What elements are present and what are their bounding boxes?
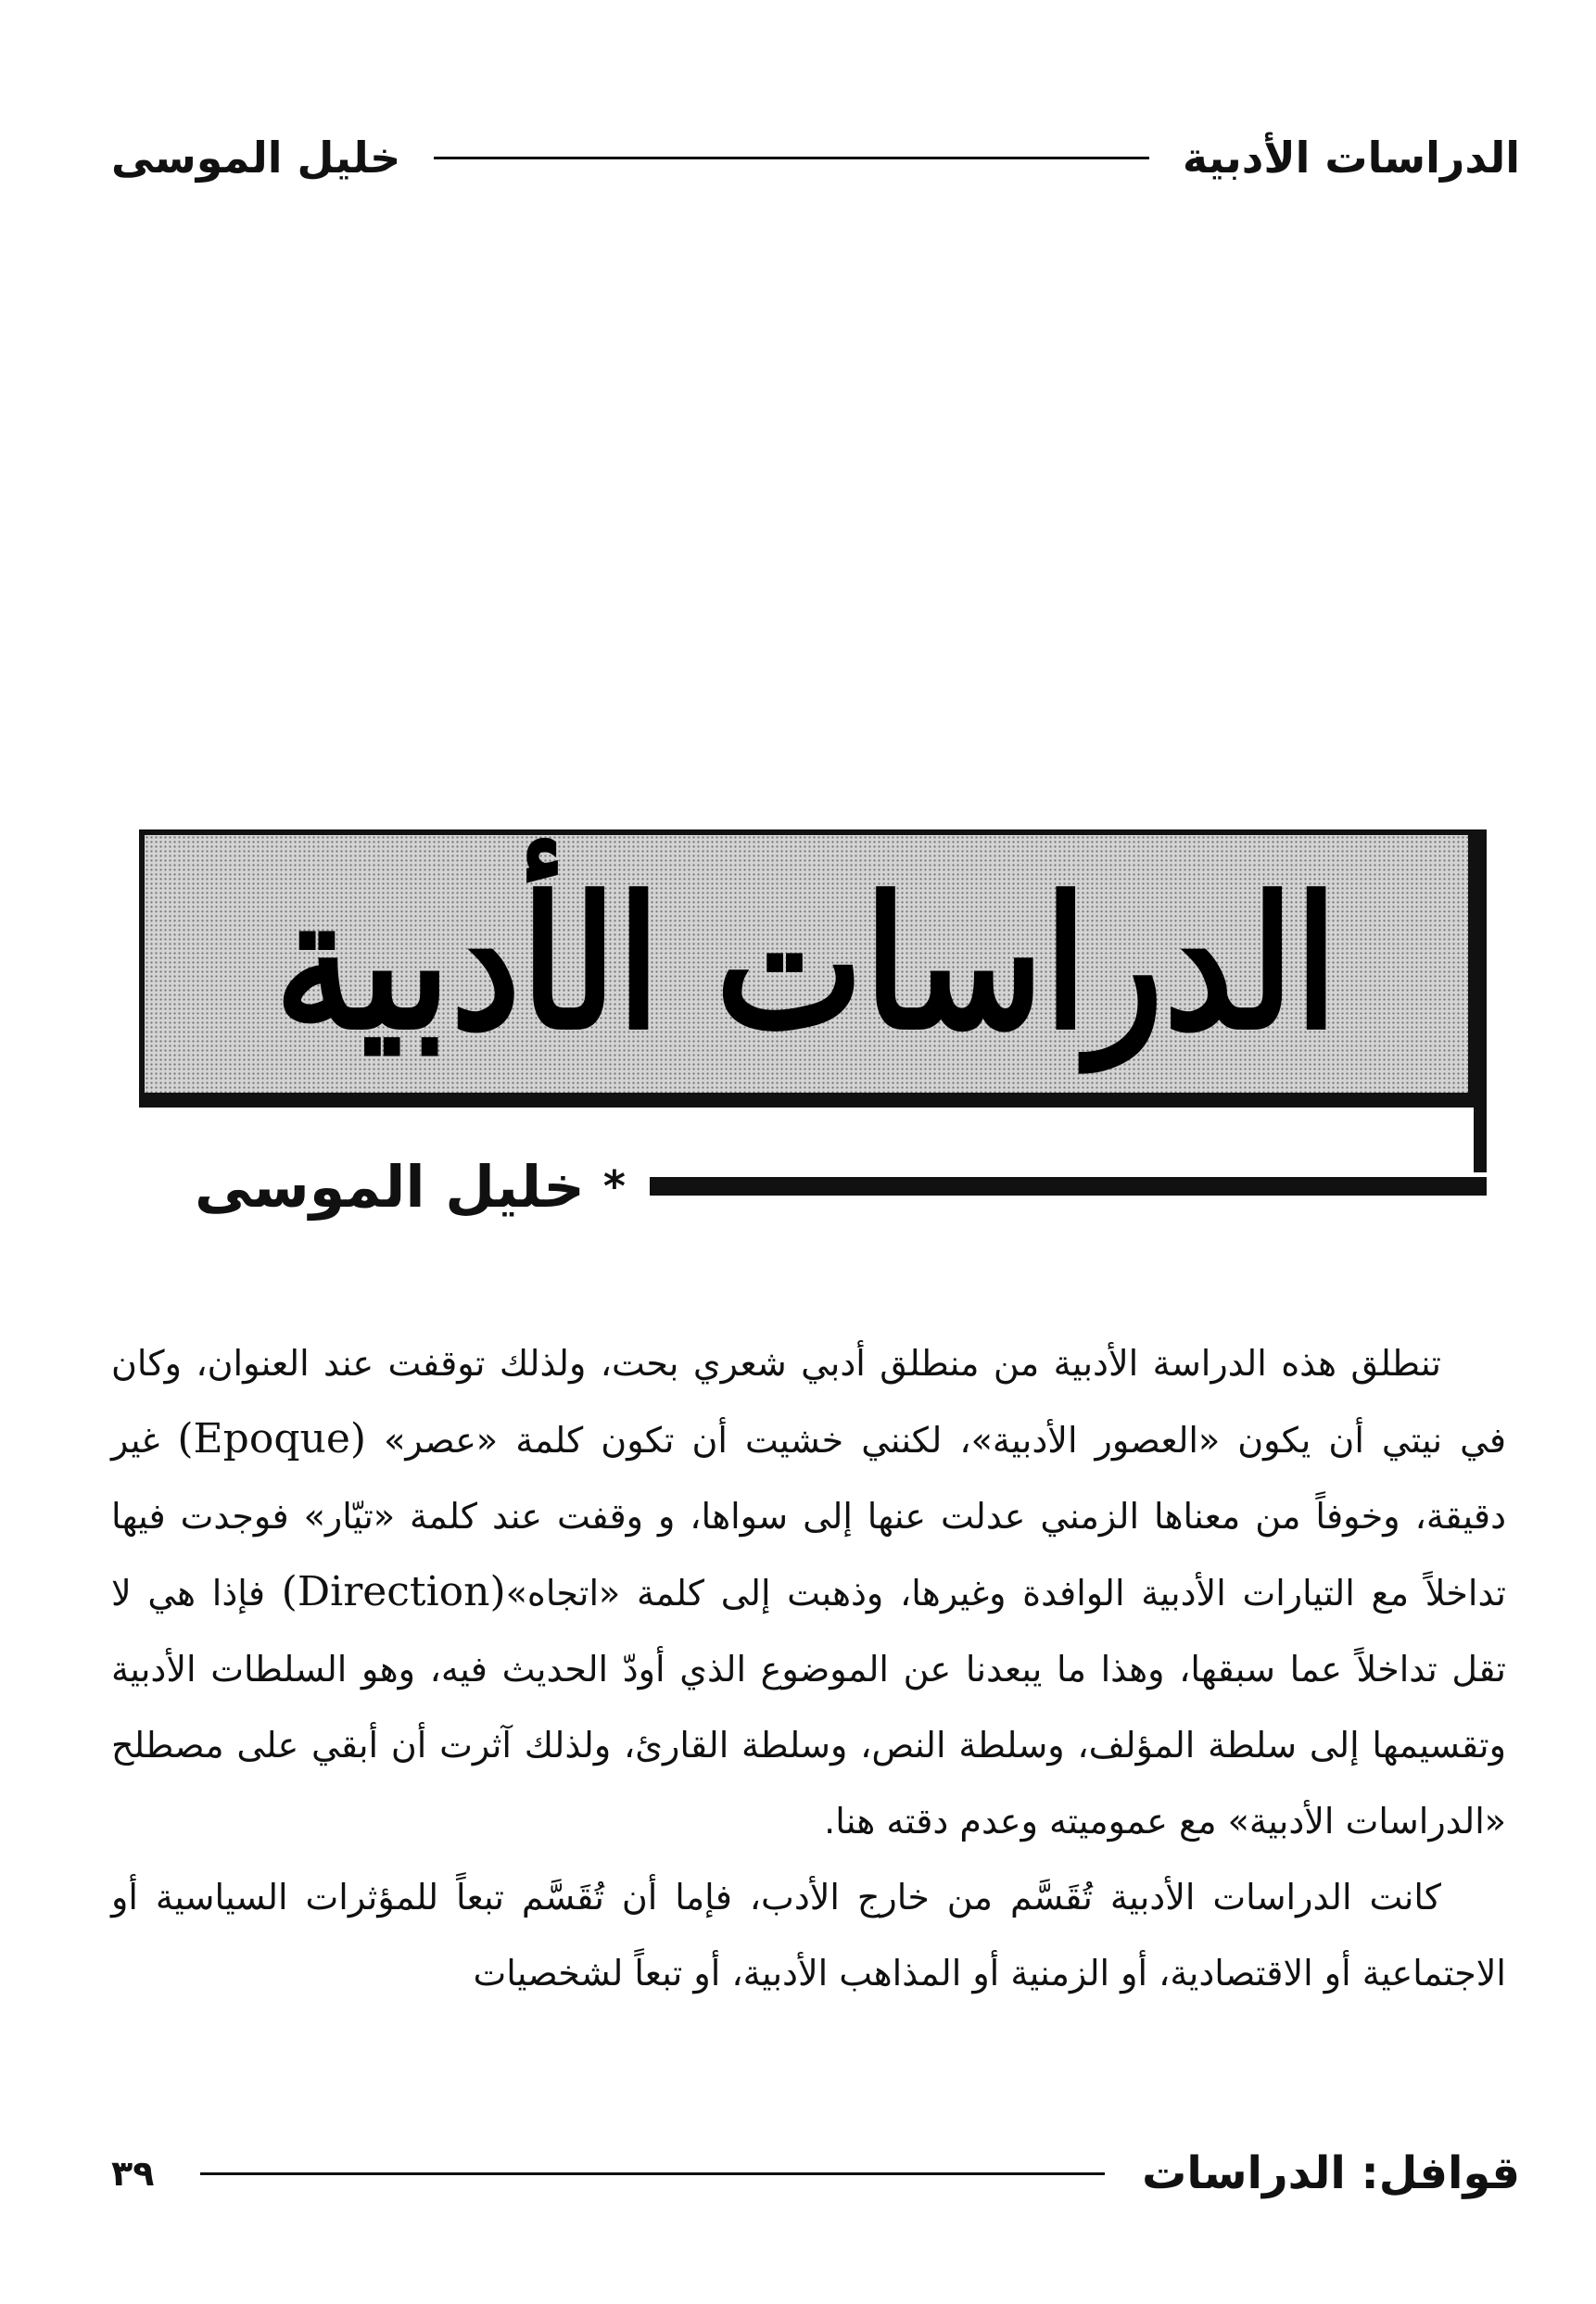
paragraph-1 xyxy=(111,1325,1506,1859)
running-header xyxy=(111,120,1520,195)
header-author-name: خليل الموسى xyxy=(111,133,401,183)
header-section-title: الدراسات الأدبية xyxy=(1182,133,1520,183)
article-body xyxy=(111,1325,1506,2011)
banner-bottom-rule xyxy=(139,1098,1487,1108)
byline xyxy=(195,1135,1487,1237)
byline-star: * xyxy=(602,1161,626,1211)
paragraph-1-part-a: تنطلق هذه الدراسة الأدبية من منطلق أدبي شعري بحت، ولذلك توقفت عند العنوان، وكان في نيتي أن يكون «العصور الأدبية»، لكنني خشيت أن تكون كلمة «عصر» xyxy=(111,1343,1506,1461)
latin-term-epoque: (Epoque) xyxy=(177,1415,367,1462)
byline-rule xyxy=(650,1177,1487,1196)
byline-author: خليل الموسى xyxy=(195,1152,585,1221)
footer-rule xyxy=(200,2172,1105,2175)
paragraph-2: كانت الدراسات الأدبية تُقَسَّم من خارج الأدب، فإما أن تُقَسَّم تبعاً للمؤثرات السياسية أو الاجتماعية أو الاقتصادية، أو الزمنية أو المذاهب الأدبية، أو تبعاً لشخصيات xyxy=(111,1877,1506,1994)
title-banner xyxy=(139,829,1474,1098)
footer-series-title: قوافل: الدراسات xyxy=(1142,2147,1520,2199)
paragraph-1-part-b: غير دقيقة، وخوفاً من معناها الزمني عدلت عنها إلى سواها، و وقفت عند كلمة «تيّار» فوجدت فيها تداخلاً مع التيارات الأدبية الوافدة وغيرها، وذهبت إلى كلمة «اتجاه» xyxy=(111,1420,1506,1614)
latin-term-direction: (Direction) xyxy=(281,1568,506,1615)
header-rule xyxy=(434,157,1149,159)
page-number: ٣٩ xyxy=(111,2153,155,2194)
page-footer xyxy=(111,2141,1520,2206)
paragraph-1-part-c: فإذا هي لا تقل تداخلاً عما سبقها، وهذا ما يبعدنا عن الموضوع الذي أودّ الحديث فيه، وهو السلطات الأدبية وتقسيمها إلى سلطة المؤلف، وسلطة النص، وسلطة القارئ، ولذلك آثرت أن أبقي على مصطلح «الدراسات الأدبية» مع عموميته وعدم دقته هنا. xyxy=(111,1573,1506,1842)
banner-title: الدراسات الأدبية xyxy=(274,857,1338,1070)
banner-side-bar xyxy=(1474,829,1487,1172)
